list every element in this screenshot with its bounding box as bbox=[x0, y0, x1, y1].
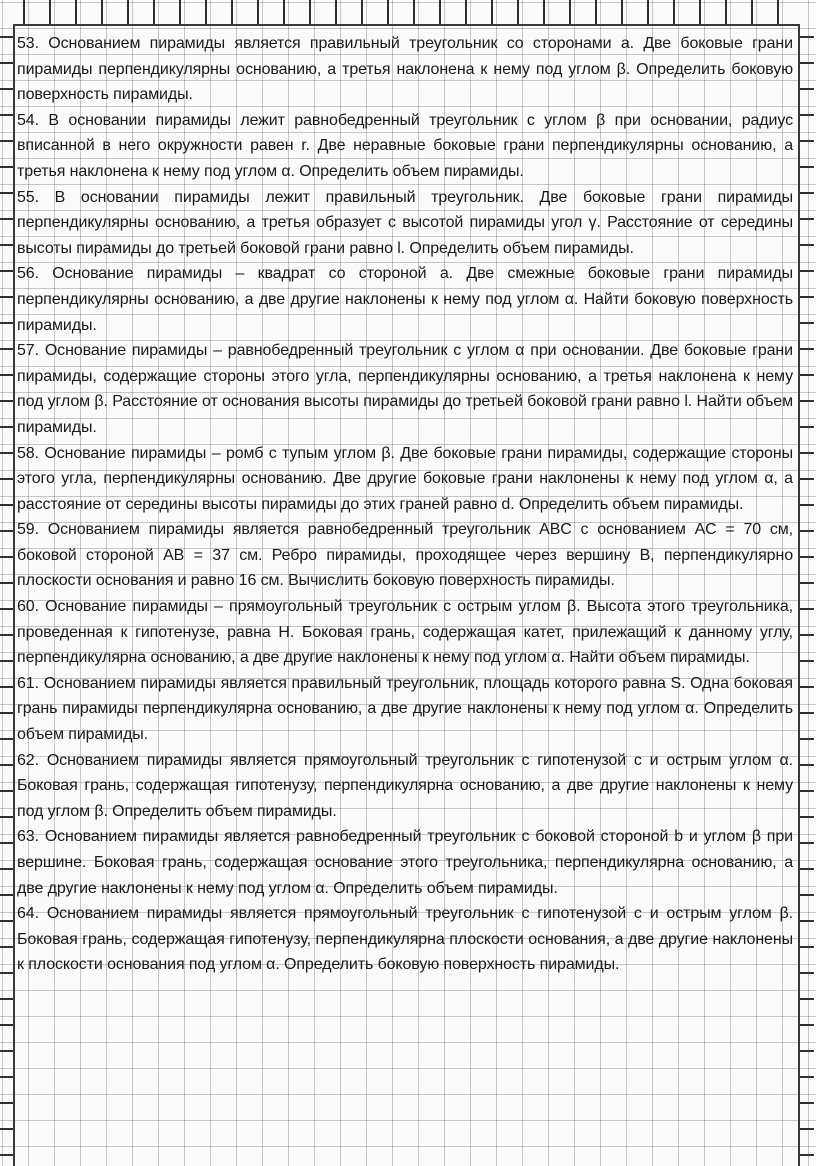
problem-61 bbox=[17, 671, 793, 748]
problem-63 bbox=[17, 824, 793, 901]
problem-number: 58. bbox=[17, 444, 39, 462]
problem-53 bbox=[17, 31, 793, 108]
problem-number: 54. bbox=[17, 111, 39, 129]
problem-text: Основанием пирамиды является равнобедренный треугольник с боковой стороной b и углом β при вершине. Боковая грань, содержащая основание этого треугольника, перпендикулярна основанию, а две другие наклонены к нему под углом α. Определить объем пирамиды. bbox=[17, 828, 793, 897]
problem-text: Основание пирамиды – равнобедренный треугольник с углом α при основании. Две боковые грани пирамиды, содержащие стороны этого угла, перпендикулярны основанию, а третья наклонена к нему под углом β. Расстояние от основания высоты пирамиды до третьей боковой грани равно l. Найти объем пирамиды. bbox=[17, 342, 793, 436]
problem-57 bbox=[17, 338, 793, 440]
problem-text: Основание пирамиды – прямоугольный треугольник с острым углом β. Высота этого треугольника, проведенная к гипотенузе, равна H. Боковая грань, содержащая катет, прилежащий к данному углу, перпендикулярна основанию, а две другие наклонены к нему под углом α. Найти объем пирамиды. bbox=[17, 598, 793, 667]
problem-55 bbox=[17, 185, 793, 262]
problem-number: 55. bbox=[17, 188, 39, 206]
problem-list bbox=[17, 31, 793, 978]
problem-number: 64. bbox=[17, 905, 39, 923]
problem-number: 57. bbox=[17, 342, 39, 360]
problem-60 bbox=[17, 594, 793, 671]
problem-text: Основание пирамиды – ромб с тупым углом β. Две боковые грани пирамиды, содержащие стороны этого угла, перпендикулярны основанию. Две другие боковые грани наклонены к нему под углом α, а расстояние от середины высоты пирамиды до этих граней равно d. Определить объем пирамиды. bbox=[17, 444, 793, 513]
problem-number: 63. bbox=[17, 828, 39, 846]
problem-62 bbox=[17, 748, 793, 825]
top-grid-ticks bbox=[13, 0, 800, 24]
problem-number: 61. bbox=[17, 674, 39, 692]
problem-56 bbox=[17, 261, 793, 338]
problem-number: 62. bbox=[17, 751, 39, 769]
problem-text: Основанием пирамиды является правильный треугольник со сторонами a. Две боковые грани пирамиды перпендикулярны основанию, а третья наклонена к нему под углом β. Определить боковую поверхность пирамиды. bbox=[17, 35, 793, 104]
problem-text: Основанием пирамиды является равнобедренный треугольник ABC с основанием AC = 70 см, боковой стороной AB = 37 см. Ребро пирамиды, проходящее через вершину B, перпендикулярно плоскости основания и равно 16 см. Вычислить боковую поверхность пирамиды. bbox=[17, 521, 793, 590]
problem-number: 56. bbox=[17, 265, 39, 283]
problem-text: Основанием пирамиды является прямоугольный треугольник с гипотенузой c и острым углом β. Боковая грань, содержащая гипотенузу, перпендикулярна плоскости основания, а две другие наклонены к плоскости основания под углом α. Определить боковую поверхность пирамиды. bbox=[17, 905, 793, 974]
problem-text: Основанием пирамиды является прямоугольный треугольник с гипотенузой c и острым углом α. Боковая грань, содержащая гипотенузу, перпендикулярна основанию, а две другие наклонены к нему под углом β. Определить объем пирамиды. bbox=[17, 751, 793, 820]
problem-text: Основание пирамиды – квадрат со стороной a. Две смежные боковые грани пирамиды перпендикулярны основанию, а две другие наклонены к нему под углом α. Найти боковую поверхность пирамиды. bbox=[17, 265, 793, 334]
problem-54 bbox=[17, 108, 793, 185]
problem-number: 60. bbox=[17, 598, 39, 616]
problem-58 bbox=[17, 441, 793, 518]
problem-text: Основанием пирамиды является правильный треугольник, площадь которого равна S. Одна боковая грань пирамиды перпендикулярна основанию, а две другие наклонены к нему под углом α. Определить объем пирамиды. bbox=[17, 674, 793, 744]
problem-number: 59. bbox=[17, 521, 39, 539]
right-margin-ticks bbox=[800, 24, 814, 1166]
problem-59 bbox=[17, 517, 793, 594]
problem-text: В основании пирамиды лежит равнобедренный треугольник с углом β при основании, радиус вписанной в него окружности равен r. Две неравные боковые грани перпендикулярны основанию, а третья наклонена к нему под углом α. Определить объем пирамиды. bbox=[17, 111, 793, 180]
left-margin-ticks bbox=[0, 24, 14, 1166]
problem-number: 53. bbox=[17, 35, 39, 52]
problem-text: В основании пирамиды лежит правильный треугольник. Две боковые грани пирамиды перпендикулярны основанию, а третья образует с высотой пирамиды угол γ. Расстояние от середины высоты пирамиды до третьей боковой грани равно l. Определить объем пирамиды. bbox=[17, 188, 793, 257]
problem-64 bbox=[17, 901, 793, 978]
